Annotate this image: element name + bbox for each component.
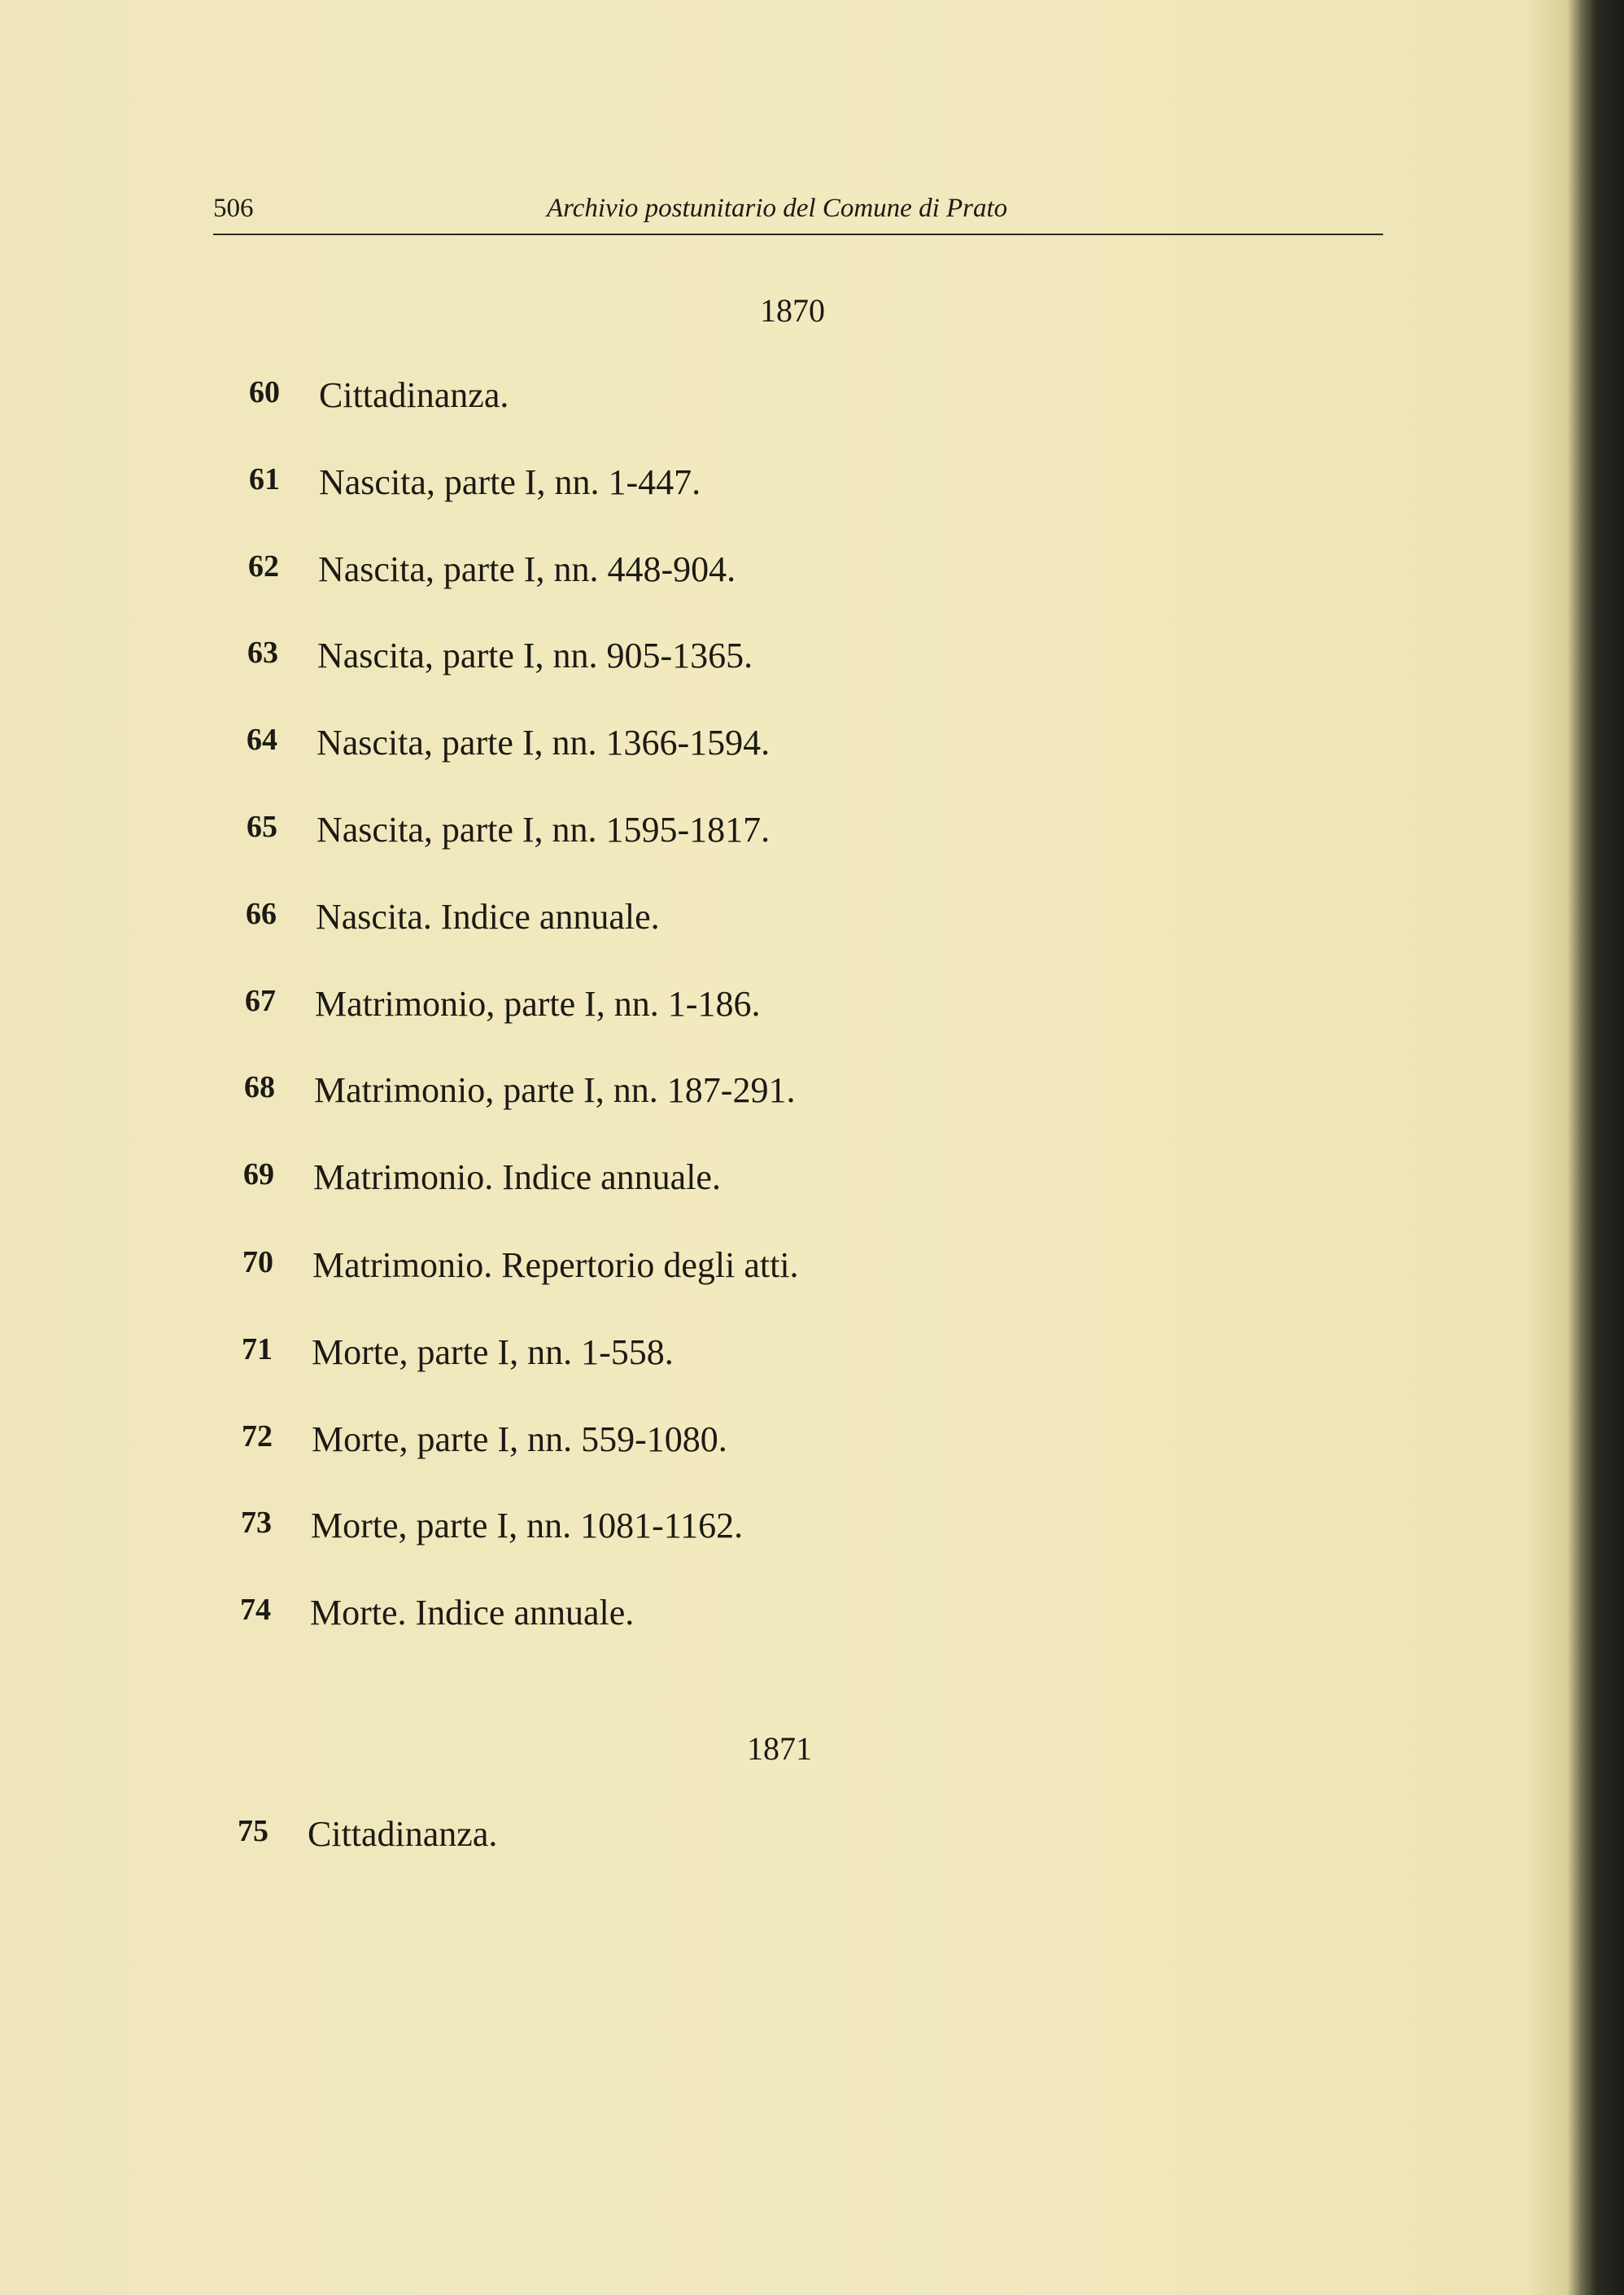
entry-text: Nascita, parte I, nn. 448-904. [318, 549, 736, 589]
entry-text: Morte, parte I, nn. 559-1080. [312, 1419, 727, 1459]
page-number: 506 [213, 194, 254, 223]
entry-number: 68 [244, 1070, 275, 1104]
entry-number: 67 [245, 984, 276, 1018]
entry-text: Morte, parte I, nn. 1081-1162. [311, 1506, 744, 1545]
entry-text: Matrimonio, parte I, nn. 1-186. [315, 984, 761, 1024]
running-title: Archivio postunitario del Comune di Prato [547, 194, 1008, 223]
entry-number: 75 [238, 1814, 268, 1848]
entry-number: 61 [249, 462, 280, 496]
year-heading: 1870 [760, 292, 825, 329]
entry-text: Matrimonio. Indice annuale. [313, 1157, 721, 1197]
entry-text: Morte, parte I, nn. 1-558. [312, 1332, 674, 1372]
entry-number: 64 [247, 723, 277, 757]
entry-text: Nascita, parte I, nn. 1595-1817. [317, 810, 771, 850]
entry-number: 63 [247, 636, 278, 670]
entry-number: 69 [243, 1157, 274, 1191]
entry-number: 70 [242, 1245, 273, 1279]
entry-number: 60 [249, 375, 280, 409]
page-header [213, 189, 1383, 234]
entry-number: 72 [242, 1419, 273, 1454]
year-heading: 1871 [747, 1730, 812, 1767]
entry-text: Matrimonio, parte I, nn. 187-291. [314, 1070, 796, 1110]
entry-number: 65 [247, 810, 277, 844]
header-rule [213, 234, 1383, 235]
entry-number: 74 [240, 1593, 271, 1627]
entry-text: Nascita, parte I, nn. 1366-1594. [317, 723, 771, 763]
entry-text: Nascita. Indice annuale. [316, 897, 660, 937]
entry-number: 73 [241, 1506, 272, 1540]
entry-text: Morte. Indice annuale. [310, 1593, 635, 1633]
entry-text: Matrimonio. Repertorio degli atti. [312, 1245, 799, 1285]
entry-number: 66 [246, 897, 277, 931]
entry-number: 71 [242, 1332, 273, 1366]
entry-text: Cittadinanza. [308, 1814, 498, 1854]
entry-text: Cittadinanza. [319, 375, 509, 415]
entry-text: Nascita, parte I, nn. 905-1365. [317, 636, 753, 675]
entry-text: Nascita, parte I, nn. 1-447. [319, 462, 701, 502]
entry-number: 62 [248, 549, 279, 584]
